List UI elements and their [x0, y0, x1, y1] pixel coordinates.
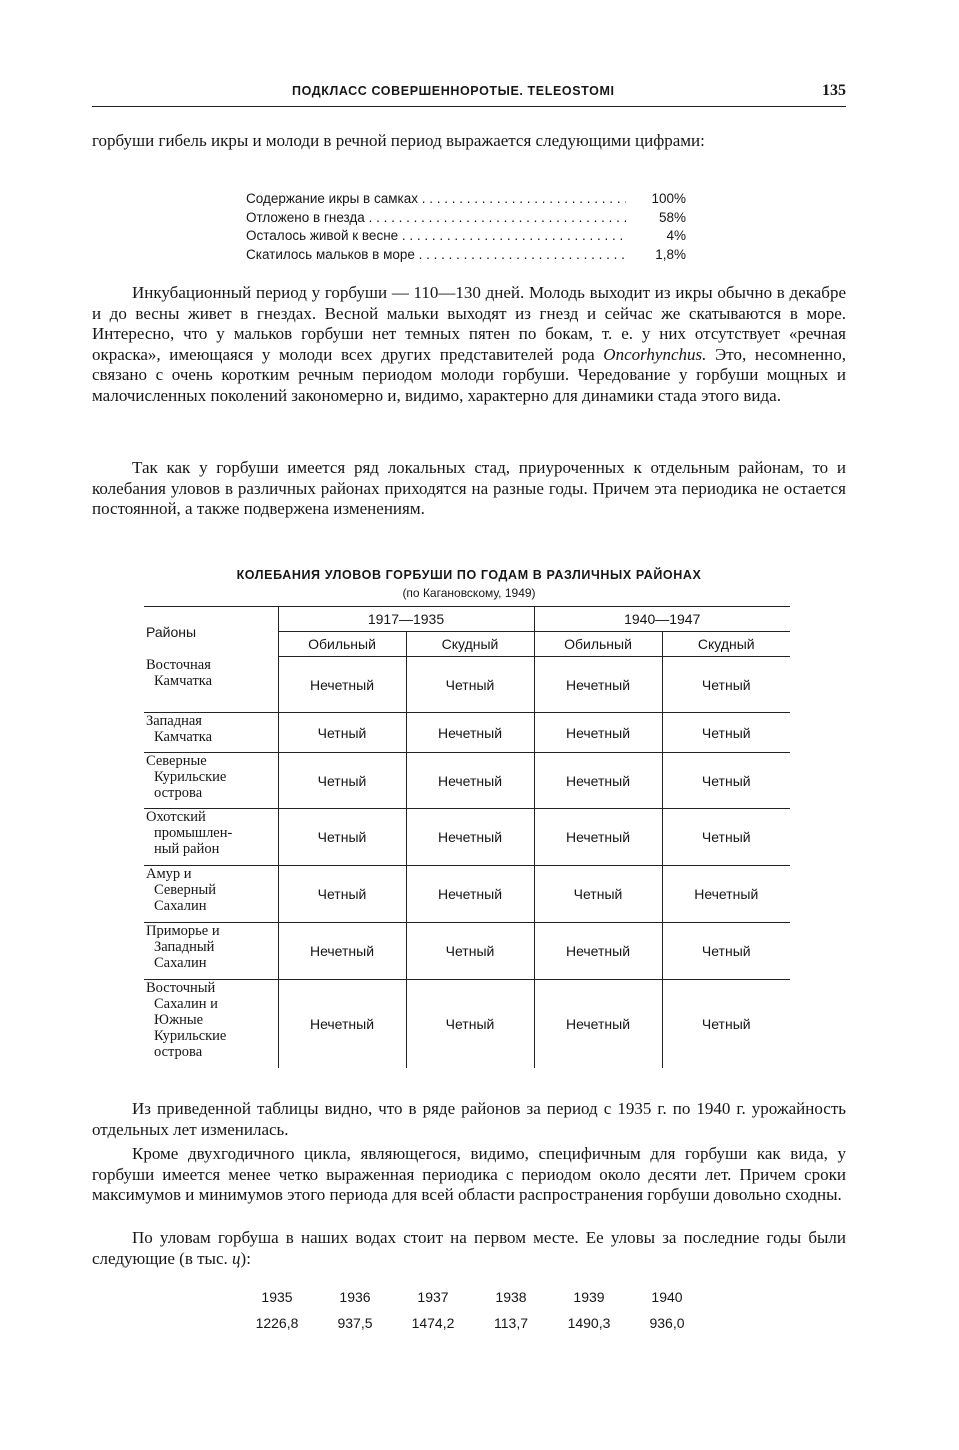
sub-header-scarce-2: Скудный: [662, 632, 790, 657]
roe-stat-label: Осталось живой к весне . . .: [246, 227, 626, 246]
parity-cell: Нечетный: [662, 866, 790, 923]
region-cell: [144, 923, 278, 980]
roe-stat-label: Скатилось мальков в море . . .: [246, 246, 626, 265]
parity-cell: Нечетный: [278, 980, 406, 1068]
region-name-line: Восточная: [146, 656, 211, 673]
region-name-line: Сахалин и: [154, 996, 218, 1012]
roe-stat-value: 100%: [626, 190, 686, 209]
region-name-line: Охотский: [146, 809, 206, 825]
parity-cell: Четный: [662, 809, 790, 866]
parity-cell: Нечетный: [406, 866, 534, 923]
paragraph-6-text: По уловам горбуша в наших водах стоит на первом месте. Ее уловы за последние годы были следующие (в тыс.: [92, 1228, 846, 1268]
region-name-line: Камчатка: [154, 672, 213, 689]
roe-stat-value: 4%: [626, 227, 686, 246]
parity-cell: Нечетный: [278, 923, 406, 980]
year-cell: 1939: [573, 1289, 605, 1305]
roe-stat-row: [246, 190, 686, 209]
region-name-line: Курильские: [154, 1028, 227, 1044]
paragraph-2-text: Инкубационный период у горбуши — 110—130 дней. Молодь выходит из икры обычно в декабре и до весны живет в гнездах. Весной мальки выходят из гнезд и сейчас же скатываются в море. Интересно, что у мальков горбуши нет темных пятен по бокам, т. е. у них отсутствует «речная окраска», имеющаяся у молоди всех других представителей рода: [92, 283, 846, 364]
region-cell: [144, 713, 278, 753]
roe-statistics-list: [246, 190, 686, 264]
parity-cell: Четный: [662, 753, 790, 809]
parity-cell: Четный: [278, 809, 406, 866]
parity-cell: Четный: [534, 866, 662, 923]
table-row: [144, 809, 790, 866]
table-row: [144, 657, 790, 713]
period-header-1940-1947: 1940—1947: [534, 607, 790, 632]
parity-cell: Нечетный: [534, 713, 662, 753]
region-name-line: ный район: [154, 841, 220, 857]
catch-fluctuation-table: [144, 606, 790, 1068]
parity-cell: Четный: [406, 923, 534, 980]
year-cell: 1937: [417, 1289, 449, 1305]
parity-cell: Четный: [662, 923, 790, 980]
region-cell: [144, 657, 278, 713]
catch-value-cell: 1490,3: [567, 1315, 611, 1331]
parity-cell: Нечетный: [406, 809, 534, 866]
region-name-line: Курильские: [154, 769, 227, 785]
region-name-line: Северные: [146, 753, 207, 769]
parity-cell: Нечетный: [534, 657, 662, 713]
roe-stat-label: Содержание икры в самках . . .: [246, 190, 626, 209]
region-cell: [144, 866, 278, 923]
table-row: [144, 923, 790, 980]
catch-value-cell: 936,0: [649, 1315, 685, 1331]
region-name-line: Амур и: [146, 866, 192, 882]
table-title: КОЛЕБАНИЯ УЛОВОВ ГОРБУШИ ПО ГОДАМ В РАЗЛИЧНЫХ РАЙОНАХ: [236, 568, 702, 582]
paragraph-4: Из приведенной таблицы видно, что в ряде районов за период с 1935 г. по 1940 г. урожайность отдельных лет изменилась.: [92, 1099, 846, 1139]
parity-cell: Четный: [662, 713, 790, 753]
roe-stat-value: 58%: [626, 209, 686, 228]
region-name-line: Северный: [154, 882, 216, 898]
region-name-line: Восточный: [146, 980, 216, 996]
parity-cell: Нечетный: [534, 923, 662, 980]
parity-cell: Нечетный: [406, 713, 534, 753]
paragraph-6: [92, 1228, 846, 1269]
region-name-line: Южные: [154, 1012, 204, 1028]
roe-stat-row: [246, 246, 686, 265]
roe-stat-row: [246, 209, 686, 228]
period-header-1917-1935: 1917—1935: [278, 607, 534, 632]
region-name-line: промышлен-: [154, 825, 233, 841]
unit-symbol: ц: [232, 1248, 241, 1268]
region-cell: [144, 753, 278, 809]
paragraph-2-end: Это, несомненно, связано с очень коротким речным периодом молоди горбуши. Чередование у горбуши мощных и малочисленных поколений закономерно и, видимо, характерно для динамики стада этого вида.: [92, 344, 847, 405]
running-head: [92, 82, 846, 107]
table-row: [144, 753, 790, 809]
years-row: [238, 1284, 706, 1310]
parity-cell: Нечетный: [278, 657, 406, 713]
roe-stat-value: 1,8%: [626, 246, 686, 265]
year-cell: 1940: [651, 1289, 683, 1305]
year-cell: 1936: [339, 1289, 371, 1305]
year-cell: 1938: [495, 1289, 527, 1305]
parity-cell: Четный: [662, 657, 790, 713]
table-row: [144, 980, 790, 1068]
region-name-line: острова: [154, 1044, 203, 1060]
region-name-line: Западный: [154, 939, 215, 955]
region-name-line: Камчатка: [154, 729, 213, 745]
paragraph-3: Так как у горбуши имеется ряд локальных стад, приуроченных к отдельным районам, то и колебания уловов в различных районах приходятся на разные годы. Причем эта периодика не остается постоянной, а также подвержена изменениям.: [92, 458, 846, 518]
parity-cell: Нечетный: [534, 809, 662, 866]
paragraph-6-end: ):: [240, 1248, 251, 1268]
region-name-line: Сахалин: [154, 955, 207, 971]
sub-header-abundant-2: Обильный: [534, 632, 662, 657]
parity-cell: Нечетный: [534, 753, 662, 809]
region-name-line: острова: [154, 785, 203, 801]
region-name-line: Приморье и: [146, 923, 220, 939]
year-cell: 1935: [261, 1289, 293, 1305]
parity-cell: Четный: [406, 980, 534, 1068]
regions-header: Районы: [144, 607, 278, 657]
sub-header-abundant-1: Обильный: [278, 632, 406, 657]
table-row: [144, 713, 790, 753]
catch-value-cell: 937,5: [337, 1315, 373, 1331]
paragraph-1: горбуши гибель икры и молоди в речной период выражается следующими цифрами:: [92, 131, 705, 150]
parity-cell: Нечетный: [406, 753, 534, 809]
catch-value-cell: 113,7: [494, 1315, 528, 1331]
roe-stat-row: [246, 227, 686, 246]
roe-stat-label: Отложено в гнезда . . .: [246, 209, 626, 228]
parity-cell: Четный: [662, 980, 790, 1068]
region-name-line: Сахалин: [154, 898, 207, 914]
region-cell: [144, 809, 278, 866]
table-subtitle: (по Кагановскому, 1949): [402, 586, 536, 600]
running-head-title: ПОДКЛАСС СОВЕРШЕННОРОТЫЕ. TELEOSTOMI: [292, 84, 615, 98]
parity-cell: Четный: [406, 657, 534, 713]
annual-catch-table: [238, 1284, 706, 1336]
region-cell: [144, 980, 278, 1068]
catch-value-cell: 1474,2: [411, 1315, 455, 1331]
parity-cell: Четный: [278, 753, 406, 809]
table-row: [144, 866, 790, 923]
page-number: 135: [822, 82, 846, 99]
parity-cell: Нечетный: [534, 980, 662, 1068]
parity-cell: Четный: [278, 866, 406, 923]
sub-header-scarce-1: Скудный: [406, 632, 534, 657]
catch-value-cell: 1226,8: [255, 1315, 299, 1331]
paragraph-5: Кроме двухгодичного цикла, являющегося, видимо, специфичным для горбуши как вида, у горбуши имеется менее четко выраженная периодика с периодом около десяти лет. Причем сроки максимумов и минимумов этого периода для всей области распространения горбуши довольно сходны.: [92, 1144, 846, 1204]
catch-values-row: [238, 1310, 706, 1336]
parity-cell: Четный: [278, 713, 406, 753]
genus-name: Oncorhynchus.: [603, 344, 707, 364]
region-name-line: Западная: [146, 713, 202, 729]
paragraph-2: [92, 283, 846, 406]
